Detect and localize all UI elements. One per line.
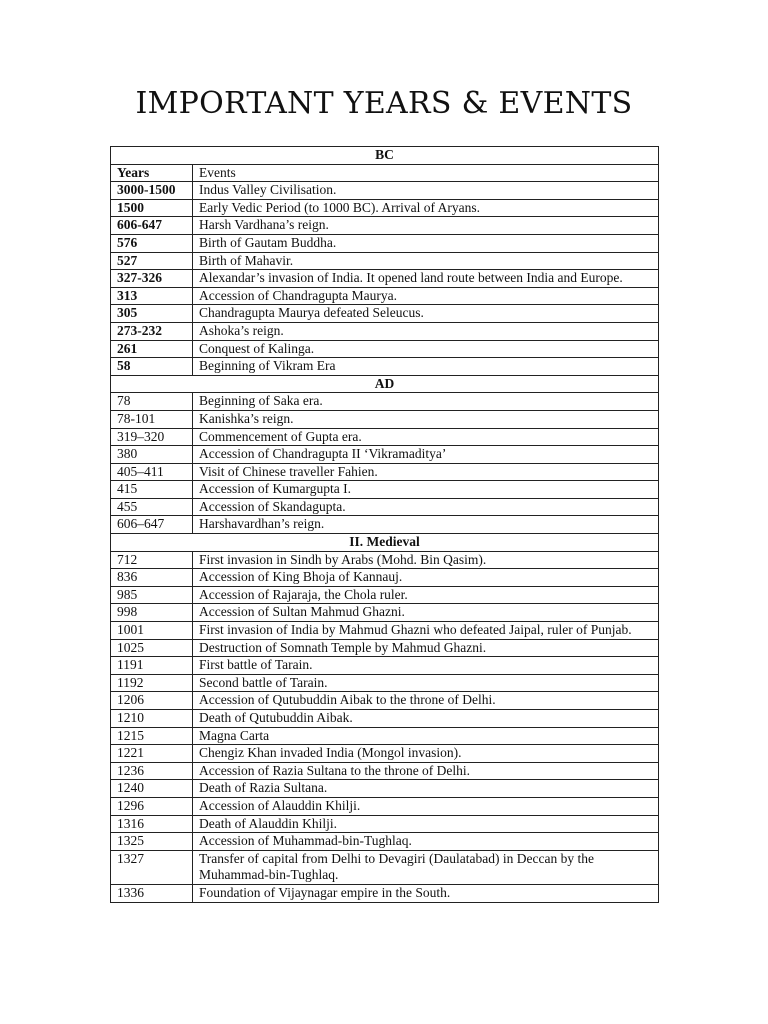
table-row	[111, 252, 659, 270]
year-cell: 1215	[111, 727, 193, 745]
table-row	[111, 393, 659, 411]
event-cell: Accession of Chandragupta Maurya.	[193, 287, 659, 305]
column-header-years: Years	[111, 164, 193, 182]
table-row	[111, 833, 659, 851]
page-title: IMPORTANT YEARS & EVENTS	[135, 86, 633, 121]
event-cell: Birth of Gautam Buddha.	[193, 234, 659, 252]
table-row	[111, 322, 659, 340]
year-cell: 712	[111, 551, 193, 569]
year-cell: 1240	[111, 780, 193, 798]
year-cell: 836	[111, 569, 193, 587]
events-table	[110, 146, 659, 903]
section-heading-row	[111, 375, 659, 393]
year-cell: 261	[111, 340, 193, 358]
event-cell: Indus Valley Civilisation.	[193, 182, 659, 200]
year-cell: 327-326	[111, 270, 193, 288]
year-cell: 78	[111, 393, 193, 411]
event-cell: Accession of Kumargupta I.	[193, 481, 659, 499]
column-header-events: Events	[193, 164, 659, 182]
year-cell: 1325	[111, 833, 193, 851]
year-cell: 1500	[111, 199, 193, 217]
year-cell: 1296	[111, 797, 193, 815]
table-row	[111, 884, 659, 902]
event-cell: First invasion of India by Mahmud Ghazni who defeated Jaipal, ruler of Punjab.	[193, 622, 659, 640]
table-row	[111, 586, 659, 604]
table-row	[111, 692, 659, 710]
year-cell: 1327	[111, 850, 193, 884]
event-cell: Accession of Razia Sultana to the throne of Delhi.	[193, 762, 659, 780]
event-cell: Death of Razia Sultana.	[193, 780, 659, 798]
year-cell: 305	[111, 305, 193, 323]
year-cell: 1001	[111, 622, 193, 640]
year-cell: 606-647	[111, 217, 193, 235]
table-row	[111, 358, 659, 376]
event-cell: Accession of Qutubuddin Aibak to the throne of Delhi.	[193, 692, 659, 710]
table-row	[111, 850, 659, 884]
column-header-row	[111, 164, 659, 182]
event-cell: Harsh Vardhana’s reign.	[193, 217, 659, 235]
event-cell: Accession of Sultan Mahmud Ghazni.	[193, 604, 659, 622]
event-cell: Commencement of Gupta era.	[193, 428, 659, 446]
event-cell: Death of Qutubuddin Aibak.	[193, 710, 659, 728]
year-cell: 1221	[111, 745, 193, 763]
year-cell: 455	[111, 498, 193, 516]
year-cell: 313	[111, 287, 193, 305]
year-cell: 1236	[111, 762, 193, 780]
year-cell: 78-101	[111, 410, 193, 428]
table-row	[111, 780, 659, 798]
table-row	[111, 217, 659, 235]
year-cell: 380	[111, 446, 193, 464]
event-cell: Kanishka’s reign.	[193, 410, 659, 428]
section-heading: II. Medieval	[111, 534, 659, 552]
table-row	[111, 446, 659, 464]
event-cell: Foundation of Vijaynagar empire in the South.	[193, 884, 659, 902]
section-heading-row	[111, 147, 659, 165]
year-cell: 1191	[111, 657, 193, 675]
event-cell: Accession of Skandagupta.	[193, 498, 659, 516]
event-cell: Chengiz Khan invaded India (Mongol invasion).	[193, 745, 659, 763]
year-cell: 1316	[111, 815, 193, 833]
year-cell: 415	[111, 481, 193, 499]
event-cell: First invasion in Sindh by Arabs (Mohd. Bin Qasim).	[193, 551, 659, 569]
table-row	[111, 762, 659, 780]
event-cell: Beginning of Saka era.	[193, 393, 659, 411]
event-cell: Beginning of Vikram Era	[193, 358, 659, 376]
event-cell: Birth of Mahavir.	[193, 252, 659, 270]
year-cell: 319–320	[111, 428, 193, 446]
table-row	[111, 270, 659, 288]
table-row	[111, 287, 659, 305]
table-row	[111, 745, 659, 763]
section-heading: AD	[111, 375, 659, 393]
table-row	[111, 498, 659, 516]
table-row	[111, 463, 659, 481]
year-cell: 1025	[111, 639, 193, 657]
year-cell: 1192	[111, 674, 193, 692]
table-row	[111, 551, 659, 569]
table-row	[111, 639, 659, 657]
year-cell: 58	[111, 358, 193, 376]
table-row	[111, 340, 659, 358]
event-cell: Accession of Rajaraja, the Chola ruler.	[193, 586, 659, 604]
event-cell: Early Vedic Period (to 1000 BC). Arrival of Aryans.	[193, 199, 659, 217]
table-row	[111, 199, 659, 217]
table-row	[111, 622, 659, 640]
event-cell: Chandragupta Maurya defeated Seleucus.	[193, 305, 659, 323]
year-cell: 998	[111, 604, 193, 622]
year-cell: 1206	[111, 692, 193, 710]
table-row	[111, 657, 659, 675]
year-cell: 1210	[111, 710, 193, 728]
table-row	[111, 410, 659, 428]
table-row	[111, 182, 659, 200]
event-cell: Conquest of Kalinga.	[193, 340, 659, 358]
event-cell: Alexandar’s invasion of India. It opened land route between India and Europe.	[193, 270, 659, 288]
table-row	[111, 674, 659, 692]
table-row	[111, 516, 659, 534]
table-row	[111, 710, 659, 728]
year-cell: 985	[111, 586, 193, 604]
event-cell: First battle of Tarain.	[193, 657, 659, 675]
table-row	[111, 815, 659, 833]
table-row	[111, 727, 659, 745]
event-cell: Magna Carta	[193, 727, 659, 745]
table-row	[111, 305, 659, 323]
event-cell: Accession of Chandragupta II ‘Vikramaditya’	[193, 446, 659, 464]
event-cell: Accession of Alauddin Khilji.	[193, 797, 659, 815]
table-row	[111, 428, 659, 446]
year-cell: 273-232	[111, 322, 193, 340]
events-table-body	[111, 147, 659, 903]
event-cell: Transfer of capital from Delhi to Devagiri (Daulatabad) in Deccan by the Muhammad-bin-Tughlaq.	[193, 850, 659, 884]
section-heading-row	[111, 534, 659, 552]
table-row	[111, 234, 659, 252]
year-cell: 576	[111, 234, 193, 252]
event-cell: Death of Alauddin Khilji.	[193, 815, 659, 833]
event-cell: Accession of Muhammad-bin-Tughlaq.	[193, 833, 659, 851]
event-cell: Visit of Chinese traveller Fahien.	[193, 463, 659, 481]
year-cell: 3000-1500	[111, 182, 193, 200]
year-cell: 1336	[111, 884, 193, 902]
table-row	[111, 569, 659, 587]
year-cell: 527	[111, 252, 193, 270]
year-cell: 405–411	[111, 463, 193, 481]
event-cell: Harshavardhan’s reign.	[193, 516, 659, 534]
year-cell: 606–647	[111, 516, 193, 534]
event-cell: Second battle of Tarain.	[193, 674, 659, 692]
table-row	[111, 604, 659, 622]
event-cell: Destruction of Somnath Temple by Mahmud Ghazni.	[193, 639, 659, 657]
section-heading: BC	[111, 147, 659, 165]
event-cell: Ashoka’s reign.	[193, 322, 659, 340]
table-row	[111, 797, 659, 815]
table-row	[111, 481, 659, 499]
event-cell: Accession of King Bhoja of Kannauj.	[193, 569, 659, 587]
